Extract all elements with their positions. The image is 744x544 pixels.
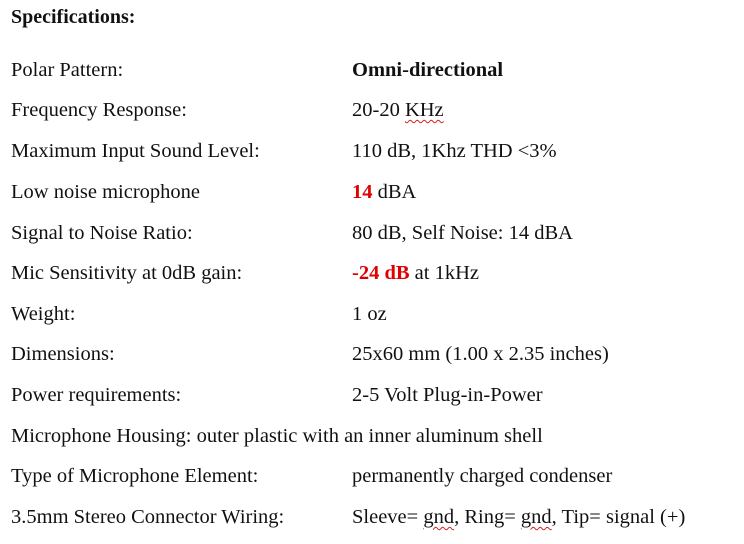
spec-row-dimensions — [11, 343, 741, 373]
spec-label: 3.5mm Stereo Connector Wiring: — [11, 506, 285, 528]
spec-row-polar-pattern — [11, 59, 741, 89]
spec-row-signal-to-noise — [11, 222, 741, 252]
spec-row-frequency-response — [11, 99, 741, 129]
spellcheck-flagged-word: gnd — [520, 506, 552, 528]
spec-label: Low noise microphone — [11, 181, 201, 203]
spec-value-text: dBA — [372, 181, 417, 203]
spellcheck-flagged-word: KHz — [404, 99, 444, 121]
spec-label: Type of Microphone Element: — [11, 465, 259, 487]
spec-label: Mic Sensitivity at 0dB gain: — [11, 262, 243, 284]
spec-value-text: , Ring= — [454, 506, 521, 528]
spec-row-microphone-housing — [11, 425, 741, 455]
spec-value-text: , Tip= signal (+) — [551, 506, 686, 528]
spec-label: Signal to Noise Ratio: — [11, 222, 193, 244]
spec-label: Polar Pattern: — [11, 59, 124, 81]
spec-row-weight — [11, 303, 741, 333]
spec-value — [352, 181, 416, 204]
spec-row-connector-wiring — [11, 506, 741, 536]
spellcheck-flagged-word: gnd — [423, 506, 455, 528]
spec-value: 110 dB, 1Khz THD <3% — [352, 140, 557, 162]
spec-row-mic-sensitivity — [11, 262, 741, 292]
specifications-heading: Specifications: — [11, 6, 136, 28]
spec-label: Maximum Input Sound Level: — [11, 140, 260, 162]
spec-value: Omni-directional — [352, 59, 504, 81]
spec-row-low-noise-microphone — [11, 181, 741, 211]
spec-value — [352, 99, 444, 122]
highlighted-value: 14 — [352, 181, 373, 203]
spec-value — [352, 262, 479, 285]
spec-value-text: Sleeve= — [352, 506, 424, 528]
highlighted-value: -24 dB — [352, 262, 410, 284]
spec-label: Dimensions: — [11, 343, 115, 365]
spec-value: 1 oz — [352, 303, 387, 325]
spec-value: 2-5 Volt Plug-in-Power — [352, 384, 543, 406]
spec-row-microphone-element — [11, 465, 741, 495]
spec-label: Power requirements: — [11, 384, 182, 406]
spec-value-text: 20-20 — [352, 99, 405, 121]
spec-value-text: at 1kHz — [409, 262, 479, 284]
spec-row-power-requirements — [11, 384, 741, 414]
spec-value: 80 dB, Self Noise: 14 dBA — [352, 222, 573, 244]
spec-label: Weight: — [11, 303, 76, 325]
spec-full-line: Microphone Housing: outer plastic with an inner aluminum shell — [11, 425, 543, 447]
spec-value: 25x60 mm (1.00 x 2.35 inches) — [352, 343, 609, 365]
spec-value: permanently charged condenser — [352, 465, 613, 487]
spec-value — [352, 506, 685, 529]
spec-row-max-input-sound-level — [11, 140, 741, 170]
spec-label: Frequency Response: — [11, 99, 187, 121]
